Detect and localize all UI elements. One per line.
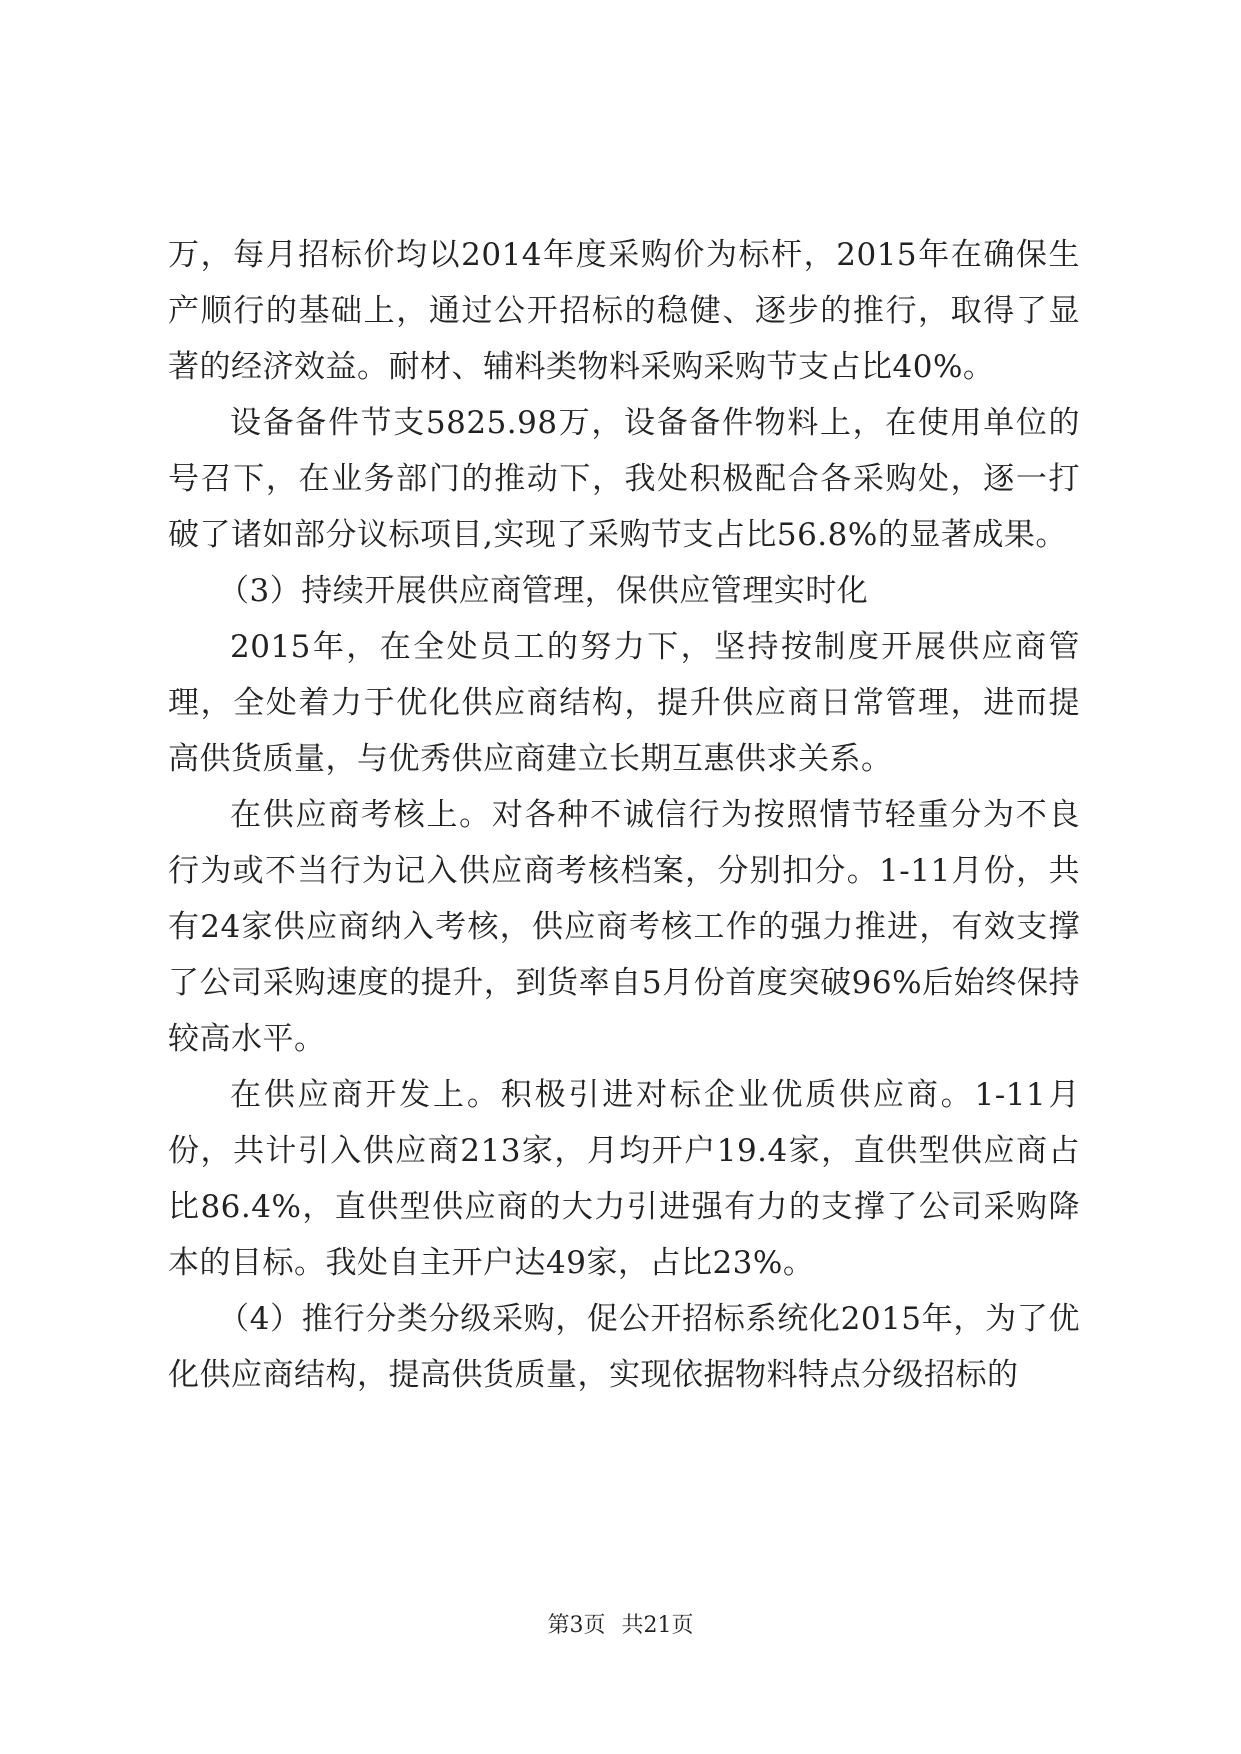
- paragraph-equipment-savings: 设备备件节支5825.98万，设备备件物料上，在使用单位的号召下，在业务部门的推动下，我处积极配合各采购处，逐一打破了诸如部分议标项目,实现了采购节支占比56.8%的显著成果。: [168, 405, 1080, 553]
- body-text: [168, 227, 1080, 1403]
- paragraph-supplier-development: 在供应商开发上。积极引进对标企业优质供应商。1-11月份，共计引入供应商213家，月均开户19.4家，直供型供应商占比86.4%，直供型供应商的大力引进强有力的支撑了公司采购降本的目标。我处自主开户达49家，占比23%。: [168, 1077, 1080, 1281]
- paragraph-supplier-management: 2015年，在全处员工的努力下，坚持按制度开展供应商管理，全处着力于优化供应商结构，提升供应商日常管理，进而提高供货质量，与优秀供应商建立长期互惠供求关系。: [168, 629, 1080, 777]
- page-number: 第3页: [547, 1613, 606, 1638]
- section-heading-3: （3）持续开展供应商管理，保供应管理实时化: [218, 573, 869, 609]
- section-heading-4: （4）推行分类分级采购，促公开招标系统化2015年，为了优化供应商结构，提高供货质量，实现依据物料特点分级招标的: [168, 1301, 1080, 1393]
- page-total: 共21页: [621, 1613, 694, 1638]
- paragraph-continuation: 万，每月招标价均以2014年度采购价为标杆，2015年在确保生产顺行的基础上，通过公开招标的稳健、逐步的推行，取得了显著的经济效益。耐材、辅料类物料采购采购节支占比40%。: [168, 237, 1080, 385]
- paragraph-supplier-assessment: 在供应商考核上。对各种不诚信行为按照情节轻重分为不良行为或不当行为记入供应商考核档案，分别扣分。1-11月份，共有24家供应商纳入考核，供应商考核工作的强力推进，有效支撑了公司采购速度的提升，到货率自5月份首度突破96%后始终保持较高水平。: [168, 797, 1080, 1057]
- page-footer: [0, 1608, 1241, 1639]
